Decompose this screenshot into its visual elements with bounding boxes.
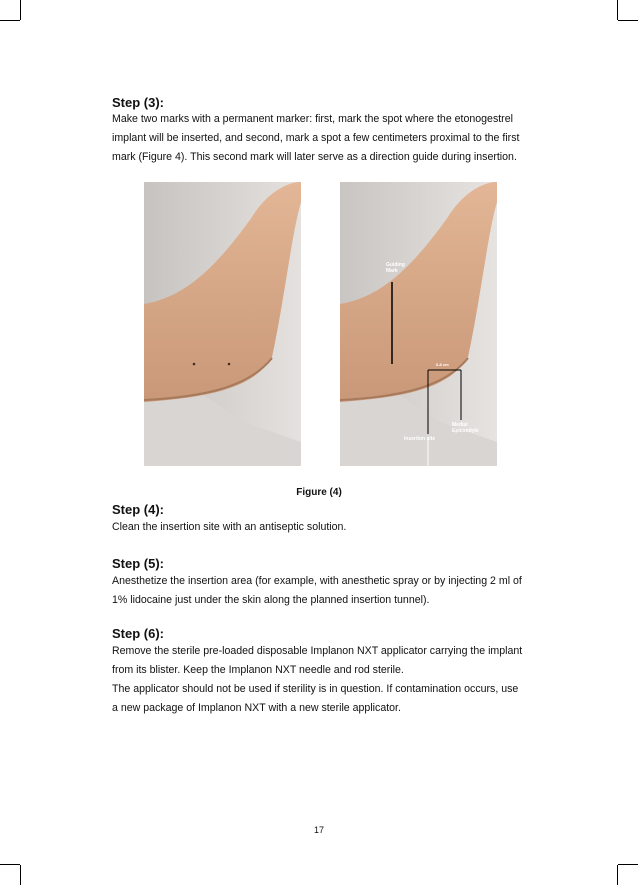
insertion-dot xyxy=(193,363,196,366)
crop-mark xyxy=(618,864,638,865)
step-5-heading: Step (5): xyxy=(112,556,164,571)
crop-mark xyxy=(617,865,618,885)
crop-mark xyxy=(20,865,21,885)
arm-photo-right xyxy=(340,182,497,466)
crop-mark xyxy=(20,0,21,20)
step-4-text: Clean the insertion site with an antiseptic solution. xyxy=(112,521,347,533)
crop-mark xyxy=(0,20,20,21)
label-medial-epicondyle: Medial Epicondyle xyxy=(452,422,479,434)
label-insertion-site: Insertion site xyxy=(404,436,436,442)
step-6-heading: Step (6): xyxy=(112,626,164,641)
figure-caption: Figure (4) xyxy=(296,487,342,498)
crop-mark xyxy=(617,0,618,20)
step-4-heading: Step (4): xyxy=(112,502,164,517)
step-5-text: Anesthetize the insertion area (for example, with anesthetic spray or by injecting 2 ml of 1% lidocaine just under the skin along the planned insertion tunnel). xyxy=(112,575,522,606)
label-guiding-mark: Guiding Mark xyxy=(386,262,405,274)
crop-mark xyxy=(618,20,638,21)
arm-illustration-left xyxy=(144,182,301,466)
step-3-text: Make two marks with a permanent marker: first, mark the spot where the etonogestrel implant will be inserted, and second, mark a spot a few centimeters proximal to the first mark (Figure 4). This second mark will later serve as a direction guide during insertion. xyxy=(112,113,520,163)
step-3-heading: Step (3): xyxy=(112,95,164,110)
label-distance: 6-8 cm xyxy=(436,362,449,367)
crop-mark xyxy=(0,864,20,865)
step-6-text: Remove the sterile pre-loaded disposable Implanon NXT applicator carrying the implant from its blister. Keep the Implanon NXT needle and rod sterile. The applicator should not be used if sterility is in question. If contamination occurs, use a new package of Implanon NXT with a new sterile applicator. xyxy=(112,645,523,714)
arm-photo-left xyxy=(144,182,301,466)
guiding-dot xyxy=(228,363,231,366)
page-number: 17 xyxy=(313,825,324,835)
